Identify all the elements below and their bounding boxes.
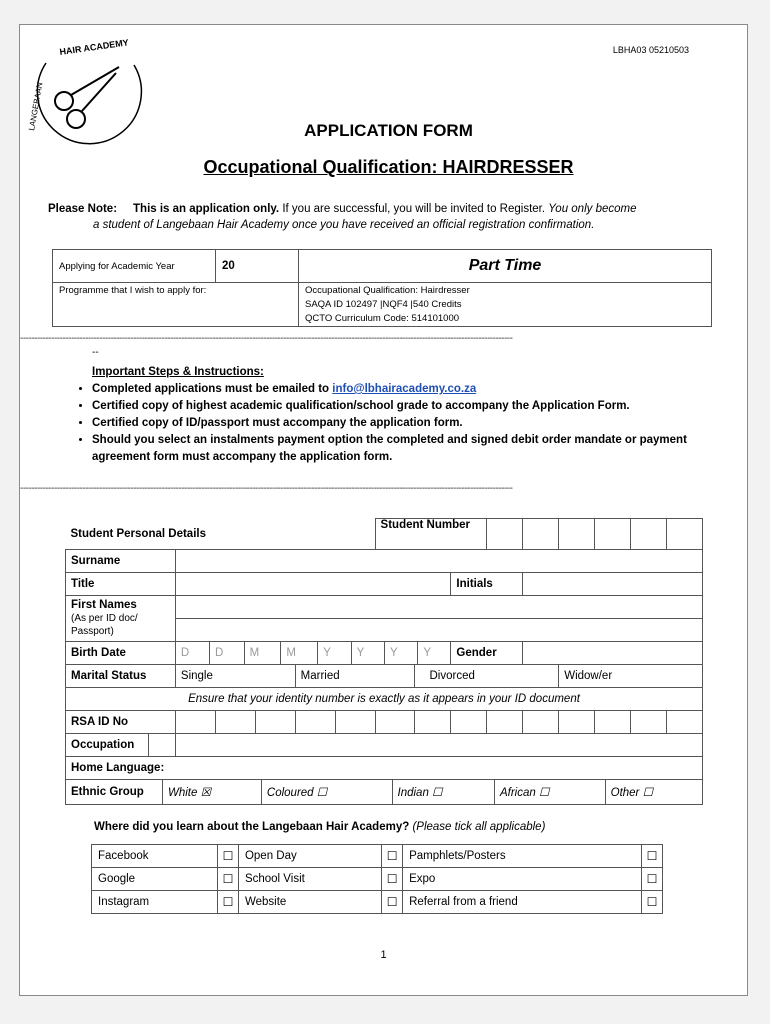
- ethnic-option-coloured[interactable]: Coloured ☐: [261, 780, 392, 804]
- email-link[interactable]: info@lbhairacademy.co.za: [332, 383, 477, 395]
- form-title: APPLICATION FORM: [304, 121, 473, 140]
- id-digit-cell[interactable]: [215, 711, 255, 734]
- student-number-cell[interactable]: [595, 519, 631, 550]
- instruction-item: • Certified copy of highest academic qualification/school grade to accompany the Application Form.: [92, 398, 710, 415]
- student-number-cell[interactable]: [523, 519, 559, 550]
- birth-date-field[interactable]: [175, 642, 451, 665]
- checkbox[interactable]: ☐: [382, 891, 403, 914]
- id-digit-cell[interactable]: [451, 711, 487, 734]
- title-field[interactable]: [175, 573, 451, 596]
- note-label: Please Note:: [48, 203, 118, 215]
- birth-date-label: Birth Date: [66, 642, 176, 665]
- student-number-label: Student Number: [375, 519, 487, 550]
- id-digit-cell[interactable]: [487, 711, 523, 734]
- learn-question-hint: (Please tick all applicable): [412, 821, 546, 833]
- instructions: [70, 364, 710, 466]
- date-letter[interactable]: Y: [351, 642, 384, 664]
- source-label: Google: [92, 868, 218, 891]
- first-names-field[interactable]: [175, 596, 702, 619]
- occupation-field[interactable]: [175, 734, 702, 757]
- marital-status-label: Marital Status: [66, 665, 176, 688]
- id-digit-cell[interactable]: [523, 711, 559, 734]
- personal-details-table: [65, 518, 703, 805]
- form-subtitle: Occupational Qualification: HAIRDRESSER: [203, 157, 574, 177]
- first-names-field-2[interactable]: [175, 619, 702, 642]
- occupation-spacer: [149, 734, 175, 756]
- instructions-heading: Important Steps & Instructions:: [92, 366, 264, 378]
- ethnic-option-white[interactable]: White ☒: [163, 780, 262, 804]
- programme-line: QCTO Curriculum Code: 514101000: [305, 312, 460, 324]
- id-note: Ensure that your identity number is exactly as it appears in your ID document: [66, 688, 703, 711]
- source-label: Website: [238, 891, 381, 914]
- divider-line: ------------------------------------------------------------------------------------------------------------------------------------------------------------------------------: [20, 333, 513, 344]
- programme-line: SAQA ID 102497 |NQF4 |540 Credits: [305, 298, 462, 310]
- programme-label: Programme that I wish to apply for:: [53, 283, 299, 327]
- instruction-item: • Certified copy of ID/passport must accompany the application form.: [92, 415, 710, 432]
- id-digit-cell[interactable]: [415, 711, 451, 734]
- home-language-field[interactable]: Home Language:: [66, 757, 703, 780]
- academy-logo: [24, 25, 144, 165]
- form-page: [19, 24, 748, 996]
- note-line2: a student of Langebaan Hair Academy once you have received an official registration confirmation.: [93, 219, 595, 231]
- checkbox[interactable]: ☐: [217, 868, 238, 891]
- student-number-cell[interactable]: [666, 519, 702, 550]
- source-label: Instagram: [92, 891, 218, 914]
- date-letter[interactable]: Y: [318, 642, 351, 664]
- id-digit-cell[interactable]: [559, 711, 595, 734]
- id-digit-cell[interactable]: [255, 711, 295, 734]
- year-field[interactable]: 20: [216, 250, 299, 283]
- note-italic: You only become: [548, 203, 637, 215]
- source-label: Referral from a friend: [403, 891, 642, 914]
- checkbox[interactable]: ☐: [217, 891, 238, 914]
- first-names-note: Passport): [71, 626, 114, 637]
- please-note: [48, 201, 713, 233]
- occupation-row: [66, 734, 176, 757]
- instruction-item: • Should you select an instalments payment option the completed and signed debit order mandate or payment agreement form must accompany the application form.: [92, 432, 710, 466]
- date-letter[interactable]: M: [244, 642, 281, 664]
- application-table: [52, 249, 712, 327]
- note-text: If you are successful, you will be invited to Register.: [282, 203, 546, 215]
- surname-field[interactable]: [175, 550, 702, 573]
- student-number-cell[interactable]: [559, 519, 595, 550]
- note-bold: This is an application only.: [133, 203, 280, 215]
- source-label: Expo: [403, 868, 642, 891]
- date-letter[interactable]: M: [281, 642, 318, 664]
- date-letter[interactable]: Y: [384, 642, 417, 664]
- programme-details: [299, 283, 712, 327]
- divider-line: ------------------------------------------------------------------------------------------------------------------------------------------------------------------------------: [20, 483, 513, 494]
- source-label: Open Day: [238, 845, 381, 868]
- checkbox[interactable]: ☐: [642, 868, 663, 891]
- divider-tail: --: [92, 347, 99, 358]
- ethnic-group-label: Ethnic Group: [66, 780, 163, 804]
- rsa-id-label: RSA ID No: [66, 711, 176, 734]
- checkbox[interactable]: ☐: [382, 868, 403, 891]
- ethnic-group-row: [66, 780, 703, 805]
- title-label: Title: [66, 573, 176, 596]
- id-digit-cell[interactable]: [595, 711, 631, 734]
- marital-option[interactable]: Married: [295, 665, 415, 688]
- checkbox[interactable]: ☐: [382, 845, 403, 868]
- logo-top-text: HAIR ACADEMY: [58, 37, 130, 57]
- learn-source-table: [91, 844, 663, 914]
- learn-question: [94, 821, 545, 833]
- source-label: Pamphlets/Posters: [403, 845, 642, 868]
- study-mode: Part Time: [299, 250, 712, 283]
- id-digit-cell[interactable]: [375, 711, 415, 734]
- student-number-cell[interactable]: [631, 519, 667, 550]
- first-names-label: [66, 596, 176, 642]
- ethnic-option-other[interactable]: Other ☐: [610, 787, 653, 799]
- logo-side-text: LANGEBAAN: [27, 81, 45, 132]
- surname-label: Surname: [66, 550, 176, 573]
- id-digit-cell[interactable]: [666, 711, 702, 734]
- scissors-icon: [55, 67, 119, 128]
- year-label: Applying for Academic Year: [53, 250, 216, 283]
- initials-field[interactable]: [523, 573, 703, 596]
- email-prefix: Completed applications must be emailed to: [92, 383, 330, 395]
- checkbox[interactable]: ☐: [642, 891, 663, 914]
- gender-label: Gender: [451, 642, 523, 665]
- page-number: 1: [380, 949, 387, 961]
- date-letter[interactable]: D: [210, 642, 245, 664]
- first-names-note: (As per ID doc/: [71, 613, 138, 624]
- first-names-text: First Names: [71, 599, 137, 611]
- id-digit-cell[interactable]: [631, 711, 667, 734]
- date-letter[interactable]: Y: [423, 647, 431, 659]
- marital-option[interactable]: Single: [175, 665, 295, 688]
- source-label: Facebook: [92, 845, 218, 868]
- student-number-cell[interactable]: [487, 519, 523, 550]
- ethnic-option-indian[interactable]: Indian ☐: [392, 780, 494, 804]
- learn-question-text: Where did you learn about the Langebaan Hair Academy?: [94, 821, 410, 833]
- occupation-label: Occupation: [66, 734, 149, 756]
- section-label: Student Personal Details: [70, 527, 206, 540]
- marital-option[interactable]: Divorced: [415, 665, 559, 688]
- gender-field[interactable]: [523, 642, 703, 665]
- document-code: LBHA03 05210503: [612, 45, 689, 55]
- id-digit-cell[interactable]: [175, 711, 215, 734]
- programme-line: Occupational Qualification: Hairdresser: [305, 284, 470, 296]
- id-digit-cell[interactable]: [295, 711, 335, 734]
- checkbox[interactable]: ☐: [217, 845, 238, 868]
- checkbox[interactable]: ☐: [642, 845, 663, 868]
- instruction-item: [92, 381, 710, 398]
- marital-option[interactable]: Widow/er: [559, 665, 703, 688]
- ethnic-option-african[interactable]: African ☐: [494, 780, 605, 804]
- source-label: School Visit: [238, 868, 381, 891]
- id-digit-cell[interactable]: [335, 711, 375, 734]
- initials-label: Initials: [451, 573, 523, 596]
- date-letter[interactable]: D: [176, 642, 210, 664]
